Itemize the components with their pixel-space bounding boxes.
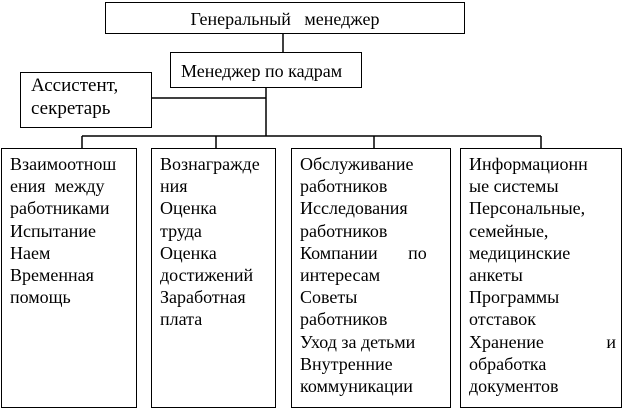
column-2-line: Заработная	[160, 287, 246, 308]
assistant-box	[20, 72, 152, 128]
column-2-line: Вознагражде	[160, 154, 260, 174]
column-4-line: документов	[469, 376, 559, 397]
column-3-line: Компании по	[300, 242, 427, 263]
column-3-line: Исследования	[300, 198, 408, 219]
column-4-line: ые системы	[469, 176, 559, 197]
column-4-line: анкеты	[469, 265, 523, 286]
column-2-line: достижений	[160, 265, 254, 286]
column-2-line: Оценка	[160, 242, 217, 263]
column-4-line: Программы	[469, 287, 560, 308]
column-1-line: ения между	[10, 176, 105, 197]
column-4-line: медицинские	[469, 242, 571, 263]
column-3-line: Обслуживание	[300, 154, 414, 174]
column-1-line: Взаимоотнош	[10, 154, 117, 174]
column-4-line: отставок	[469, 309, 537, 330]
general-manager-label: Генеральный менеджер	[190, 9, 380, 29]
column-box-compensation	[151, 148, 276, 408]
general-manager-box	[105, 2, 465, 34]
column-2-line: Оценка	[160, 198, 217, 219]
column-4-line: Хранение и	[469, 331, 616, 352]
column-3-line: Уход за детьми	[300, 331, 416, 352]
column-3-line: Внутренние	[300, 353, 393, 374]
column-3-line: интересам	[300, 265, 381, 286]
column-3-line: коммуникации	[300, 376, 413, 397]
column-4-line: обработка	[469, 353, 547, 374]
column-1-line: работниками	[10, 198, 110, 219]
column-4-line: Персональные,	[469, 198, 586, 219]
column-1-line: Временная	[10, 265, 94, 286]
assistant-label-line1: Ассистент,	[31, 75, 119, 96]
hr-manager-label: Менеджер по кадрам	[181, 61, 343, 81]
column-3-line: работников	[300, 309, 388, 330]
assistant-label-line2: секретарь	[31, 98, 111, 119]
hr-manager-box	[170, 52, 362, 88]
column-2-line: труда	[160, 220, 202, 241]
column-2-line: плата	[160, 309, 203, 330]
column-1-line: помощь	[10, 287, 71, 308]
column-1-line: Наем	[10, 242, 51, 263]
column-box-information	[460, 148, 622, 408]
column-box-relations	[1, 148, 137, 408]
column-4-line: Информационн	[469, 154, 588, 174]
column-3-line: работников	[300, 220, 388, 241]
column-2-line: ния	[160, 176, 188, 197]
column-4-line: семейные,	[469, 220, 549, 241]
column-3-line: Советы	[300, 287, 358, 308]
column-1-line: Испытание	[10, 220, 97, 241]
column-3-line: работников	[300, 176, 388, 197]
column-box-services	[291, 148, 451, 408]
